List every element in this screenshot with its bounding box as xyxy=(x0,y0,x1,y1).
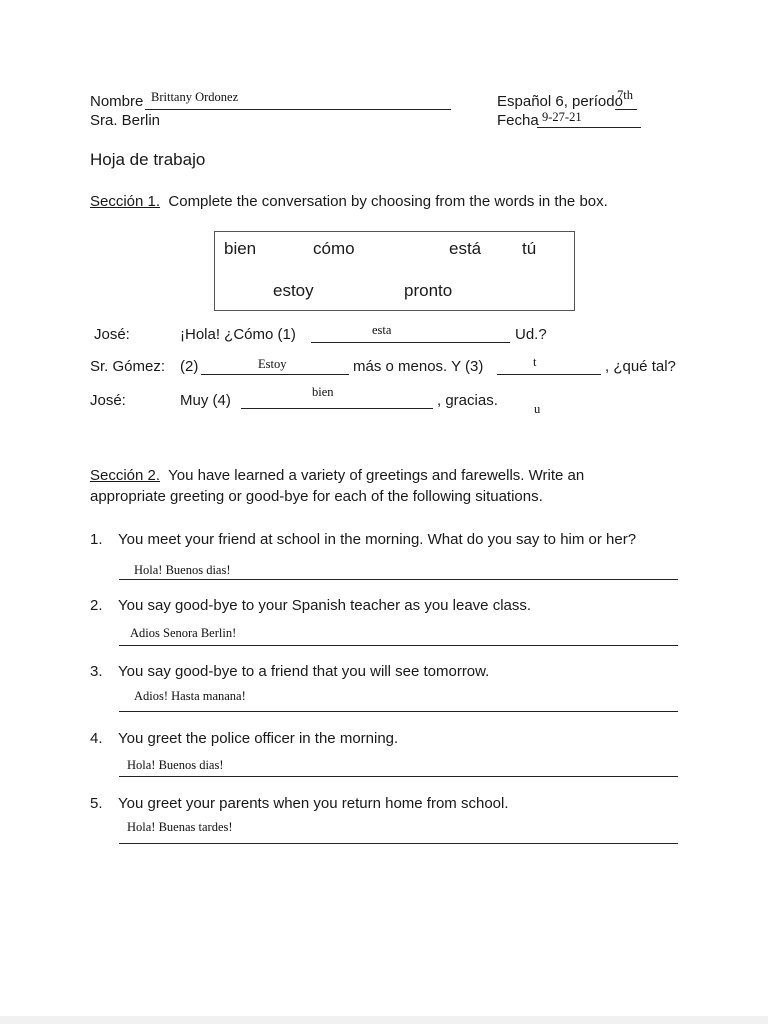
course-label: Español 6, período xyxy=(497,93,623,110)
answer-line xyxy=(119,645,678,646)
section1-heading xyxy=(90,193,608,210)
section1-title: Sección 1. xyxy=(90,193,161,210)
answer-line xyxy=(119,776,678,777)
word-bank-item: estoy xyxy=(273,281,314,300)
line2-end: , ¿qué tal? xyxy=(605,358,676,375)
speaker-gomez: Sr. Gómez: xyxy=(90,358,166,375)
item-answer[interactable]: Adios Senora Berlin! xyxy=(130,626,237,640)
periodo-line xyxy=(615,109,637,110)
item-answer[interactable]: Hola! Buenos dias! xyxy=(134,563,231,577)
speaker-jose: José: xyxy=(90,392,126,409)
blank-3 xyxy=(497,374,601,375)
nombre-line xyxy=(145,109,451,110)
line2-start: (2) xyxy=(180,358,199,375)
fecha-line xyxy=(537,127,641,128)
section2-heading xyxy=(90,467,584,484)
section2-title: Sección 2. xyxy=(90,467,161,484)
fecha-label: Fecha xyxy=(497,112,539,129)
answer-line xyxy=(119,843,678,844)
word-bank-item: bien xyxy=(224,239,257,258)
periodo-value[interactable]: 7th xyxy=(617,88,633,102)
section2-instructions-2: appropriate greeting or good-bye for each of the following situations. xyxy=(90,488,543,505)
section2-instructions-1: You have learned a variety of greetings and farewells. Write an xyxy=(168,467,585,484)
blank-4 xyxy=(241,408,433,409)
item-question: You greet your parents when you return home from school. xyxy=(118,795,509,812)
answer-4[interactable]: bien xyxy=(312,385,334,399)
nombre-label: Nombre xyxy=(90,93,144,110)
nombre-value[interactable]: Brittany Ordonez xyxy=(151,90,239,104)
line1-text: ¡Hola! ¿Cómo (1) xyxy=(180,326,296,343)
item-number: 4. xyxy=(90,730,103,747)
word-bank-item: tú xyxy=(522,239,537,258)
word-bank-box xyxy=(214,231,575,311)
item-answer[interactable]: Hola! Buenos dias! xyxy=(127,758,224,772)
page-title: Hoja de trabajo xyxy=(90,150,206,169)
answer-3-extra[interactable]: u xyxy=(534,402,541,416)
item-number: 3. xyxy=(90,663,103,680)
answer-2[interactable]: Estoy xyxy=(258,357,287,371)
answer-line xyxy=(119,579,678,580)
teacher-name: Sra. Berlin xyxy=(90,112,161,129)
item-question: You meet your friend at school in the morning. What do you say to him or her? xyxy=(118,531,637,548)
item-answer[interactable]: Hola! Buenas tardes! xyxy=(127,820,233,834)
speaker-jose: José: xyxy=(94,326,130,343)
blank-1 xyxy=(311,342,510,343)
blank-2 xyxy=(201,374,349,375)
line2-middle: más o menos. Y (3) xyxy=(353,358,484,375)
item-number: 5. xyxy=(90,795,103,812)
item-answer[interactable]: Adios! Hasta manana! xyxy=(134,689,246,703)
item-question: You say good-bye to a friend that you will see tomorrow. xyxy=(118,663,490,680)
item-number: 1. xyxy=(90,531,103,548)
section1-instructions: Complete the conversation by choosing from the words in the box. xyxy=(168,193,608,210)
item-question: You say good-bye to your Spanish teacher as you leave class. xyxy=(118,597,532,614)
line1-end: Ud.? xyxy=(515,326,547,343)
item-question: You greet the police officer in the morning. xyxy=(118,730,399,747)
line3-text: Muy (4) xyxy=(180,392,231,409)
word-bank-item: cómo xyxy=(313,239,355,258)
line3-end: , gracias. xyxy=(437,392,498,409)
page-bottom-edge xyxy=(0,1016,768,1024)
word-bank-item: pronto xyxy=(404,281,453,300)
word-bank-item: está xyxy=(449,239,482,258)
answer-line xyxy=(119,711,678,712)
answer-3[interactable]: t xyxy=(533,355,537,369)
item-number: 2. xyxy=(90,597,103,614)
answer-1[interactable]: esta xyxy=(372,323,392,337)
fecha-value[interactable]: 9-27-21 xyxy=(542,110,582,124)
